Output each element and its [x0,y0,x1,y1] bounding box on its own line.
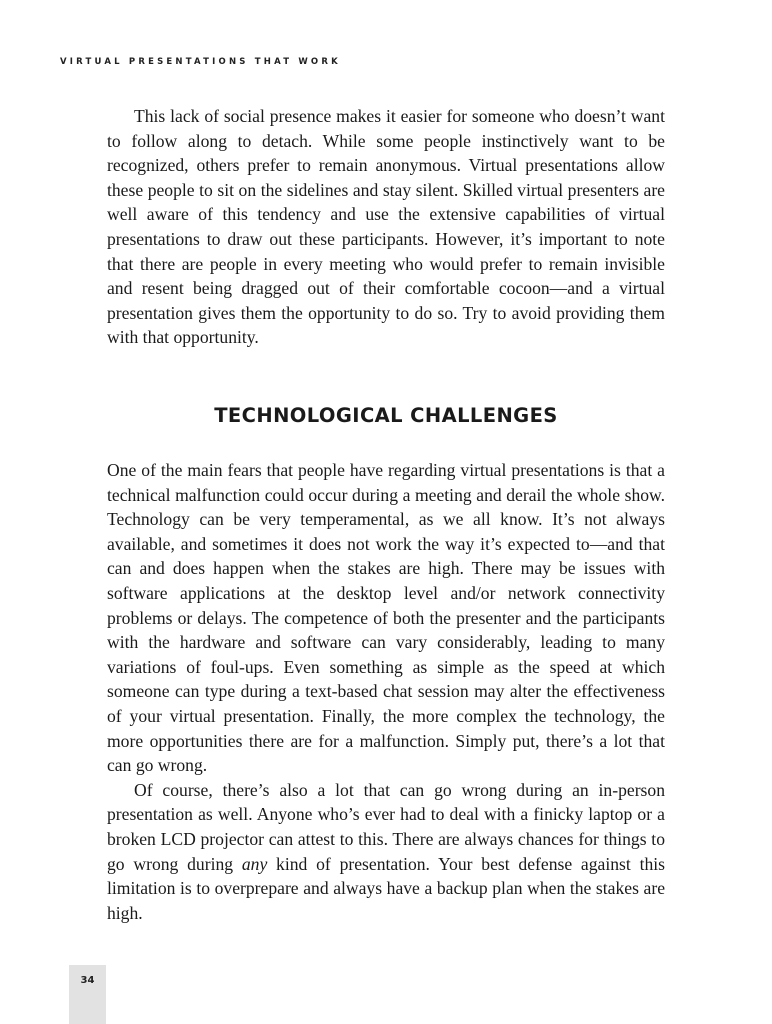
intro-paragraph: This lack of social presence makes it easier for someone who doesn’t want to follow along to detach. While some people instinctively want to be recognized, others prefer to remain anonymous. Virtual presentations allow these people to sit on the sidelines and stay silent. Skilled virtual presenters are well aware of this tendency and use the extensive capabilities of virtual presentations to draw out these participants. However, it’s important to note that there are people in every meeting who would prefer to remain invisible and resent being dragged out of their comfortable cocoon—and a virtual presentation gives them the opportunity to do so. Try to avoid providing them with that opportunity. [107,106,665,348]
running-head: VIRTUAL PRESENTATIONS THAT WORK [60,57,341,67]
section-paragraph-1: One of the main fears that people have regarding virtual presentations is that a technical malfunction could occur during a meeting and derail the whole show. Technology can be very temperamental, as we all know. It’s not always available, and sometimes it does not work the way it’s expected to—and that can and does happen when the stakes are high. There may be issues with software applications at the desktop level and/or network connectivity problems or delays. The competence of both the presenter and the participants with the hardware and software can vary considerably, leading to many variations of foul-ups. Even something as simple as the speed at which someone can type during a text-based chat session may alter the effectiveness of your virtual presentation. Finally, the more complex the technology, the more opportunities there are for a malfunction. Simply put, there’s a lot that can go wrong. [107,460,665,776]
intro-text-block [107,104,665,350]
section-body [107,458,665,925]
page-number-tab [69,965,106,1024]
paragraph-2-text-after: kind of presentation. Your best defense against this limitation is to overprepare and always have a backup plan when the stakes are high. [107,853,665,923]
paragraph-2-emphasis: any [241,853,268,874]
page-number: 34 [80,975,95,986]
paragraph-2-text-before: Of course, there’s also a lot that can go wrong during an in-person presentation as well. Anyone who’s ever had to deal with a finicky laptop or a broken LCD projector can attest to this. There are always chances for things to go wrong during [107,779,665,874]
section-paragraph-2 [107,778,665,926]
section-heading: TECHNOLOGICAL CHALLENGES [214,404,558,427]
